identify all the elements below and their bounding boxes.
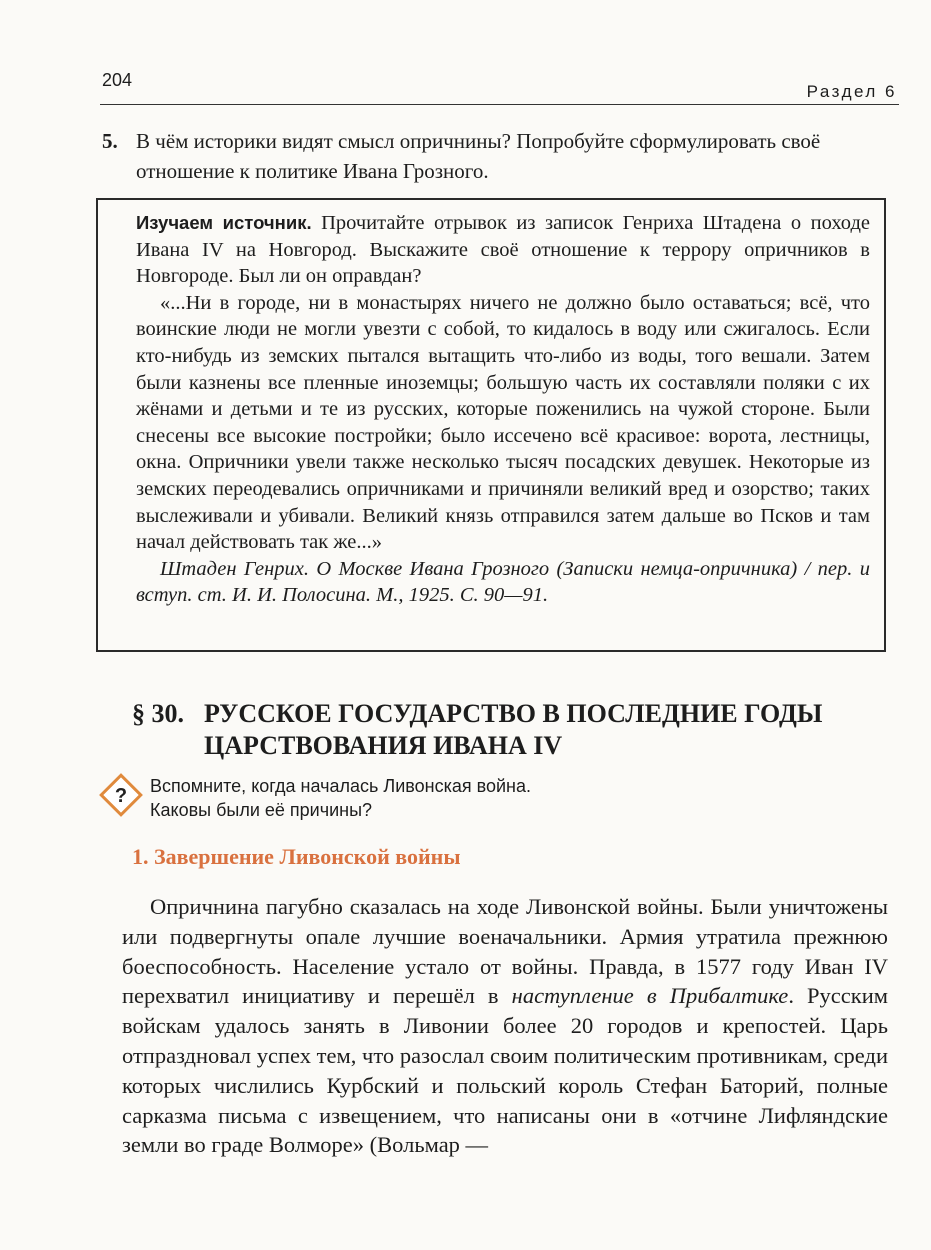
source-intro-text: Прочитайте отрывок из записок Генриха Штадена о походе Ивана IV на Новгород. Выскажите своё отношение к террору опричников в Новгороде. Был ли он оправдан? [136, 212, 870, 288]
page-number: 204 [102, 70, 133, 90]
chapter-title [132, 698, 892, 762]
source-citation: Штаден Генрих. О Москве Ивана Грозного (Записки немца-опричника) / пер. и вступ. ст. И. И. Полосина. М., 1925. С. 90—91. [136, 557, 870, 607]
question-diamond-icon [98, 772, 144, 818]
chapter-title-text: РУССКОЕ ГОСУДАРСТВО В ПОСЛЕДНИЕ ГОДЫ ЦАРСТВОВАНИЯ ИВАНА IV [204, 699, 823, 760]
recall-line-1: Вспомните, когда началась Ливонская война. [150, 776, 531, 796]
paragraph-symbol: § 30. [132, 699, 184, 728]
source-label: Изучаем источник. [136, 212, 312, 233]
source-box [96, 198, 886, 652]
recall-block [96, 770, 896, 820]
section-label: Раздел 6 [806, 82, 897, 101]
question-text: В чём историки видят смысл опричнины? Попробуйте сформулировать своё отношение к политике Ивана Грозного. [136, 129, 821, 183]
body-paragraph [122, 892, 888, 1160]
recall-text [150, 774, 531, 822]
body-part-1: Опричнина пагубно сказалась на ходе Ливонской войны. Были уничтожены или подвергнуты опале лучшие военачальники. Армия утратила прежнюю боеспособность. Население устало от войны. Правда, в 1577 году Иван IV перехватил инициативу и перешёл в [122, 894, 888, 1009]
question-mark-glyph: ? [114, 785, 128, 807]
question-5 [102, 126, 902, 186]
subheading: 1. Завершение Ливонской войны [132, 844, 461, 869]
source-intro [136, 210, 870, 290]
header-divider [100, 104, 899, 105]
body-part-2: . Русским войскам удалось занять в Ливонии более 20 городов и крепостей. Царь отпраздновал успех тем, что разослал своим политическим противникам, среди которых числились Курбский и польский король Стефан Баторий, полные сарказма письма с извещением, что написаны они в «отчине Лифляндские земли во граде Волморе» (Вольмар — [122, 983, 888, 1158]
source-quote: «...Ни в городе, ни в монастырях ничего не должно было оставаться; всё, что воинские люди не могли увезти с собой, то кидалось в воду или сжигалось. Если кто-нибудь из земских пытался вытащить что-либо из воды, того вешали. Затем были казнены все пленные иноземцы; большую часть их составляли поляки с их жёнами и детьми и те из русских, которые поженились на чужой стороне. Были снесены все высокие постройки; было иссечено всё красивое: ворота, лестницы, окна. Опричники увели также несколько тысяч посадских девушек. Некоторые из земских переодевались опричниками и причиняли великий вред и озорство; таких выслеживали и убивали. Великий князь отправился затем дальше во Псков и там начал действовать так же...» [136, 291, 870, 554]
question-number: 5. [102, 129, 118, 153]
body-italic: наступление в Прибалтике [511, 983, 789, 1009]
recall-line-2: Каковы были её причины? [150, 800, 373, 820]
